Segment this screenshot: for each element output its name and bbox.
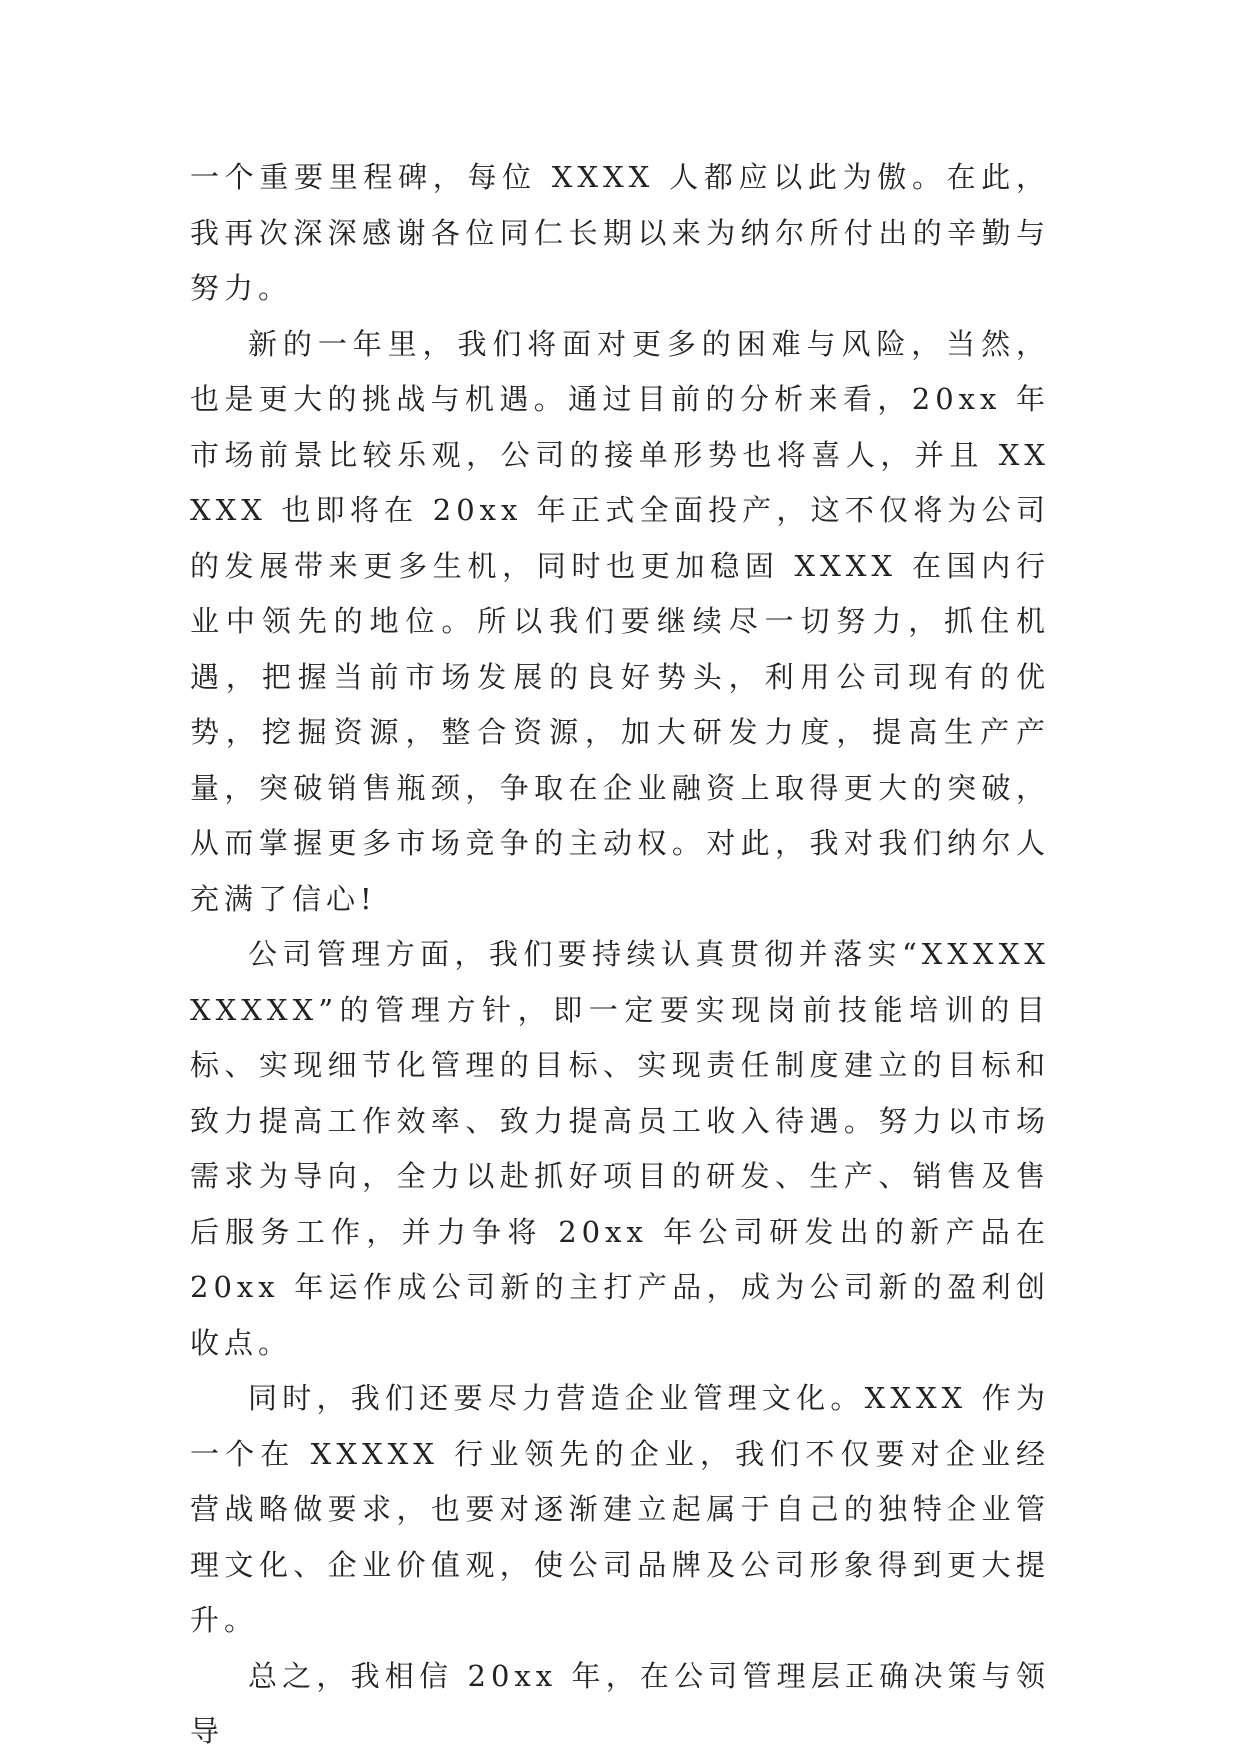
text-line: 作成公司新的主打产品，成为公司新的盈利创收点。 (190, 1270, 1050, 1360)
text-line: 在 20xx 年正式全面投产，这不仅将为公司的发展带来更多 (190, 493, 1050, 583)
text-line: 良好势头，利用公司现有的优势，挖掘资源，整合资源，加 (190, 659, 1050, 749)
text-line: 求，也要对逐渐建立起属于自己的独特企业管理文化、企业 (190, 1492, 1050, 1582)
text-line: 景比较乐观，公司的接单形势也将喜人，并且 XXXXX 也即将 (190, 437, 1050, 527)
text-line: 一个重要里程碑，每位 XXXX 人都应以此为傲。在此，我再 (190, 160, 1050, 250)
paragraph-new-year (190, 317, 1050, 928)
text-line: 新的一年里，我们将面对更多的困难与风险，当然，也 (190, 326, 1050, 416)
paragraph-culture (190, 1371, 1050, 1649)
paragraph-continuation (190, 150, 1050, 317)
text-line: 同时，我们还要尽力营造企业管理文化。XXXX 作为一个 (190, 1381, 1050, 1471)
text-line: 公司管理方面，我们要持续认真贯彻并落实 (248, 937, 902, 971)
paragraph-management (190, 927, 1050, 1371)
document-body (190, 150, 1050, 1760)
text-line: 求为导向，全力以赴抓好项目的研发、生产、销售及售后服 (190, 1159, 1050, 1249)
text-line: 总之，我相信 20xx 年，在公司管理层正确决策与领导 (190, 1658, 1050, 1748)
text-line: 是更大的挑战与机遇。通过目前的分析来看，20xx 年市场前 (190, 382, 1050, 472)
text-line: 资上取得更大的突破，从而掌握更多市场竞争的主动权。对 (190, 770, 1050, 860)
text-line: 在 XXXXX 行业领先的企业，我们不仅要对企业经营战略做要 (190, 1436, 1050, 1526)
text-line: 大研发力度，提高生产产量，突破销售瓶颈，争取在企业融 (190, 715, 1050, 805)
text-line: 此，我对我们纳尔人充满了信心! (190, 826, 1050, 916)
text-line: 务工作，并力争将 20xx 年公司研发出的新产品在 20xx 年运 (190, 1214, 1050, 1304)
text-line: 价值观，使公司品牌及公司形象得到更大提升。 (190, 1547, 1050, 1637)
paragraph-conclusion (190, 1649, 1050, 1760)
text-line: 以我们要继续尽一切努力，抓住机遇，把握当前市场发展的 (190, 604, 1050, 694)
text-line: 致力提高工作效率、致力提高员工收入待遇。努力以市场需 (190, 1103, 1050, 1193)
text-line: 次深深感谢各位同仁长期以来为纳尔所付出的辛勤与努力。 (190, 215, 1050, 305)
text-line: “XXXXXXXXXX”的管理方针，即一定要实现岗前技能培训的 (190, 937, 1050, 1027)
text-line: 生机，同时也更加稳固 XXXX 在国内行业中领先的地位。所 (190, 548, 1050, 638)
text-line: 目标、实现细节化管理的目标、实现责任制度建立的目标和 (190, 992, 1050, 1082)
